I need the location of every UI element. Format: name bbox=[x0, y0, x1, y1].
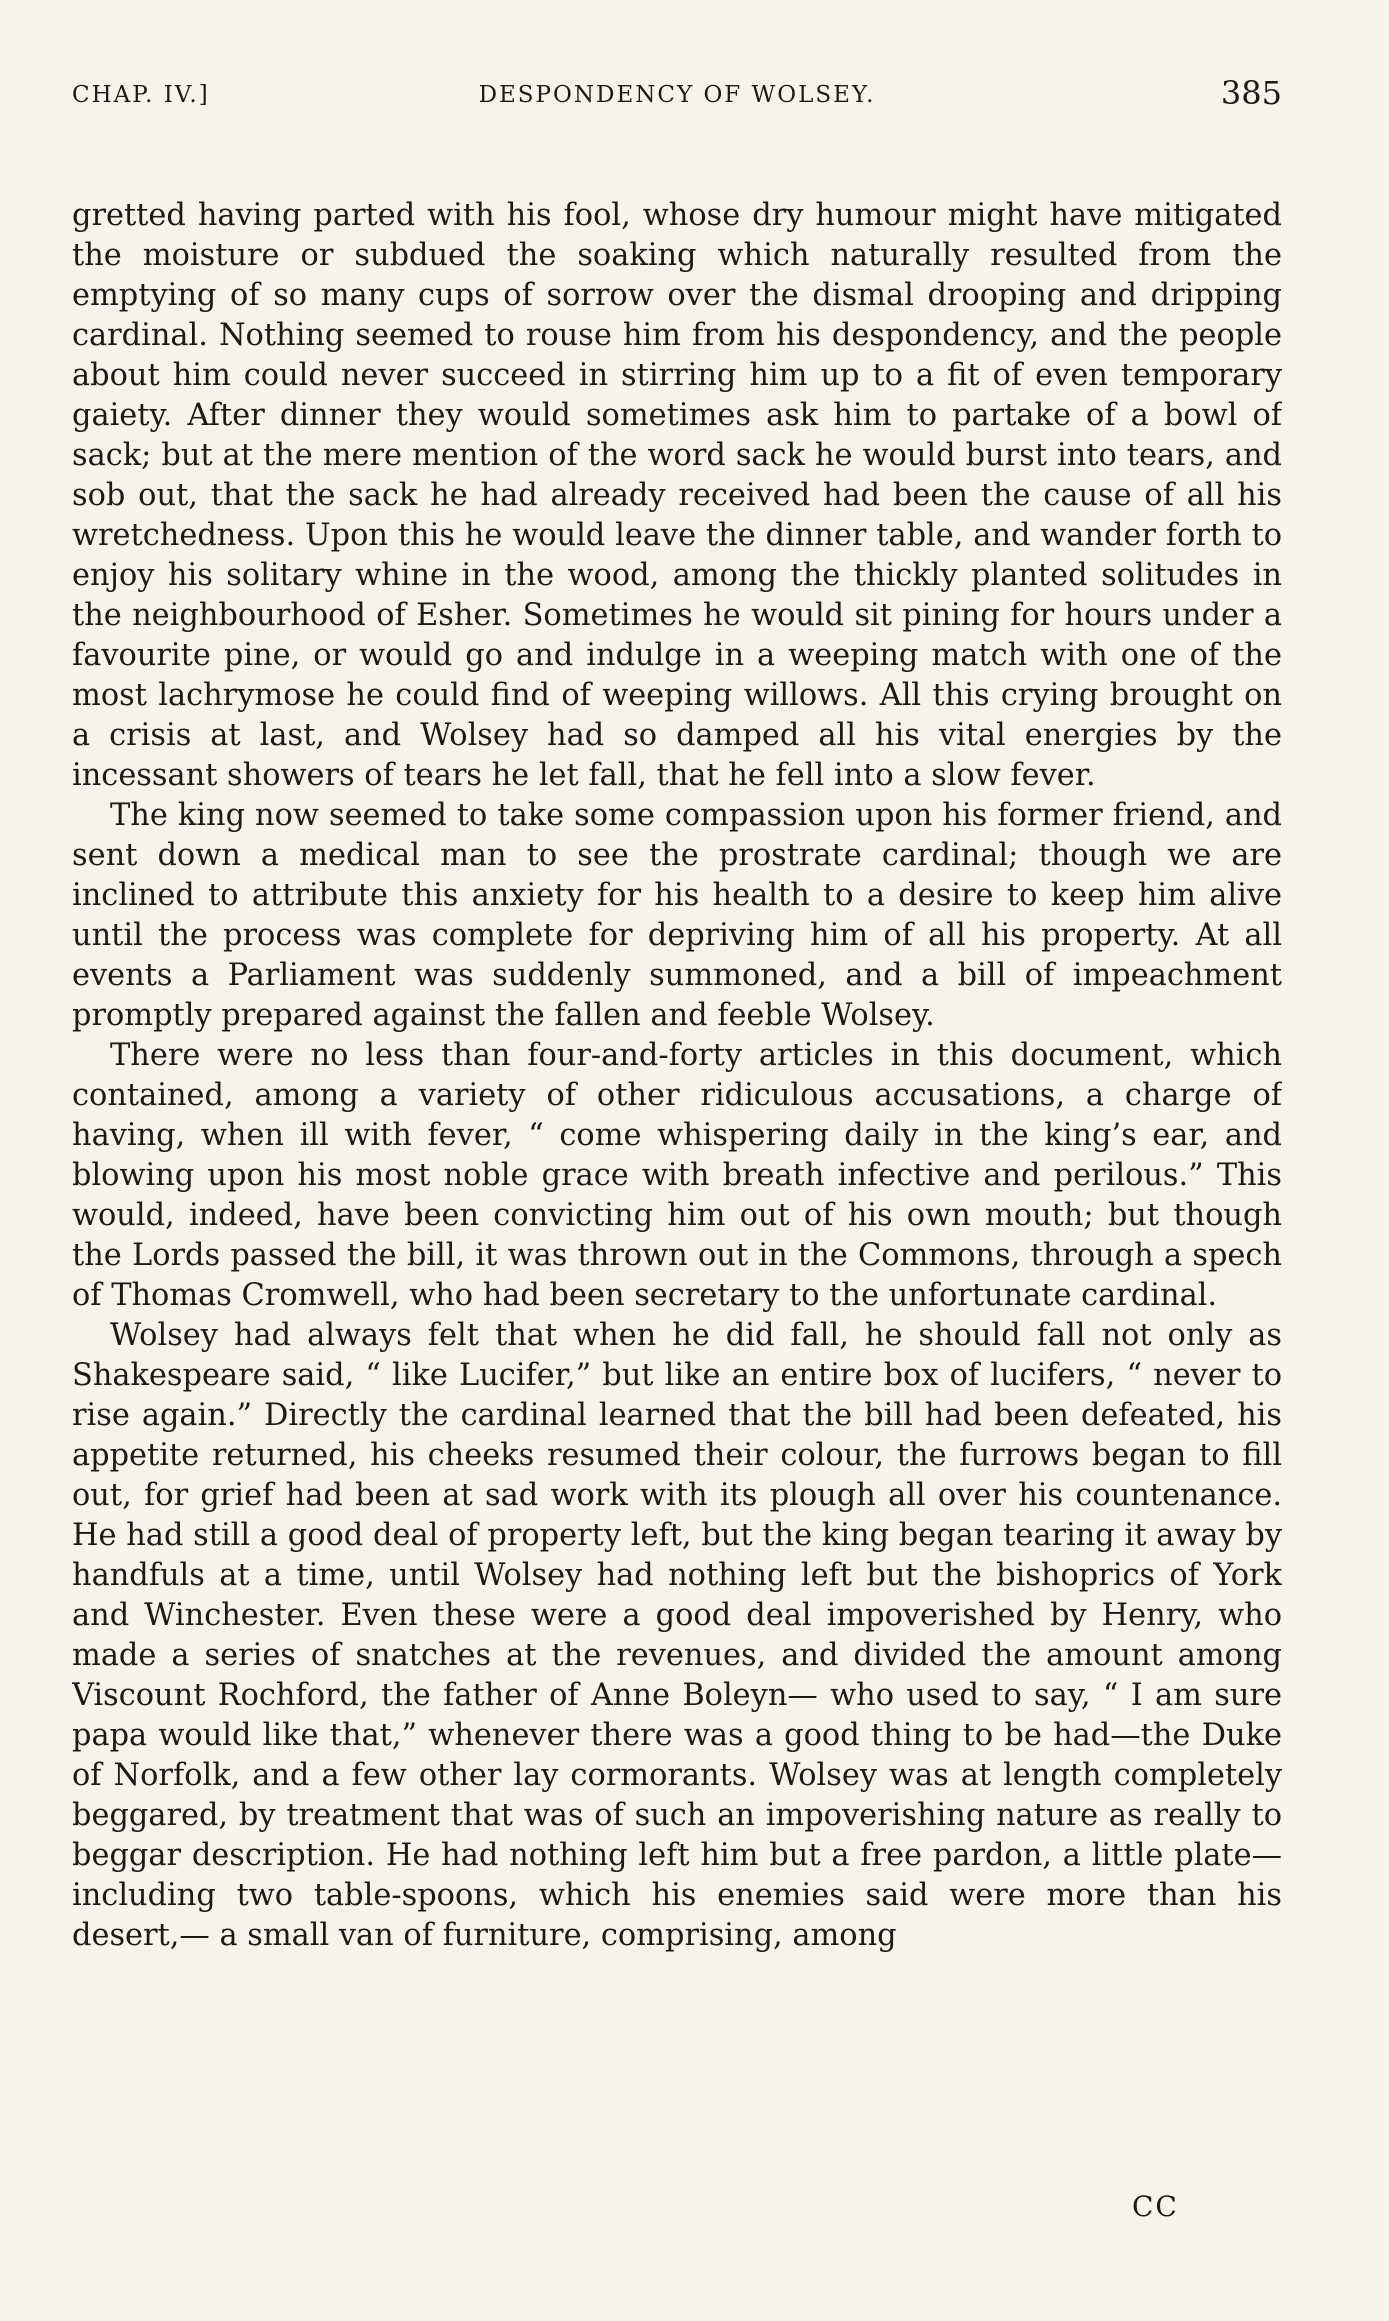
chapter-label: CHAP. IV.] bbox=[72, 82, 210, 108]
paragraph: The king now seemed to take some compassion upon his former friend, and sent down a medical man to see the prostrate cardinal; though we are inclined to attribute this anxiety for his health to a desire to keep him alive until the process was complete for depriving him of all his property. At all events a Parliament was suddenly summoned, and a bill of impeachment promptly prepared against the fallen and feeble Wolsey. bbox=[72, 798, 1282, 1033]
body-text bbox=[72, 196, 1282, 1956]
signature-mark: CC bbox=[1132, 2190, 1179, 2223]
running-title: DESPONDENCY OF WOLSEY. bbox=[478, 82, 876, 108]
paragraph: gretted having parted with his fool, whose dry humour might have mitigated the moisture or subdued the soaking which naturally resulted from the emptying of so many cups of sorrow over the dismal drooping and dripping cardinal. Nothing seemed to rouse him from his despondency, and the people about him could never succeed in stirring him up to a fit of even temporary gaiety. After dinner they would sometimes ask him to partake of a bowl of sack; but at the mere mention of the word sack he would burst into tears, and sob out, that the sack he had already received had been the cause of all his wretchedness. Upon this he would leave the dinner table, and wander forth to enjoy his solitary whine in the wood, among the thickly planted solitudes in the neighbourhood of Esher. Sometimes he would sit pining for hours under a favourite pine, or would go and indulge in a weeping match with one of the most lachrymose he could find of weeping willows. All this crying brought on a crisis at last, and Wolsey had so damped all his vital energies by the incessant showers of tears he let fall, that he fell into a slow fever. bbox=[72, 198, 1282, 793]
running-head bbox=[72, 70, 1282, 130]
page-number: 385 bbox=[1220, 74, 1282, 112]
book-page bbox=[72, 70, 1282, 2300]
paragraph: Wolsey had always felt that when he did fall, he should fall not only as Shakespeare said, “ like Lucifer,” but like an entire box of lucifers, “ never to rise again.” Directly the cardinal learned that the bill had been defeated, his appetite returned, his cheeks resumed their colour, the furrows began to fill out, for grief had been at sad work with its plough all over his countenance. He had still a good deal of property left, but the king began tearing it away by handfuls at a time, until Wolsey had nothing left but the bishoprics of York and Winchester. Even these were a good deal impoverished by Henry, who made a series of snatches at the revenues, and divided the amount among Viscount Rochford, the father of Anne Boleyn— who used to say, “ I am sure papa would like that,” whenever there was a good thing to be had—the Duke of Norfolk, and a few other lay cormorants. Wolsey was at length completely beggared, by treatment that was of such an impoverishing nature as really to beggar description. He had nothing left him but a free pardon, a little plate—including two table-spoons, which his enemies said were more than his desert,— a small van of furniture, comprising, among bbox=[72, 1318, 1282, 1953]
paragraph: There were no less than four-and-forty articles in this document, which contained, among a variety of other ridiculous accusations, a charge of having, when ill with fever, “ come whispering daily in the king’s ear, and blowing upon his most noble grace with breath infective and perilous.” This would, indeed, have been convicting him out of his own mouth; but though the Lords passed the bill, it was thrown out in the Commons, through a spech of Thomas Cromwell, who had been secretary to the unfortunate cardinal. bbox=[72, 1038, 1282, 1313]
